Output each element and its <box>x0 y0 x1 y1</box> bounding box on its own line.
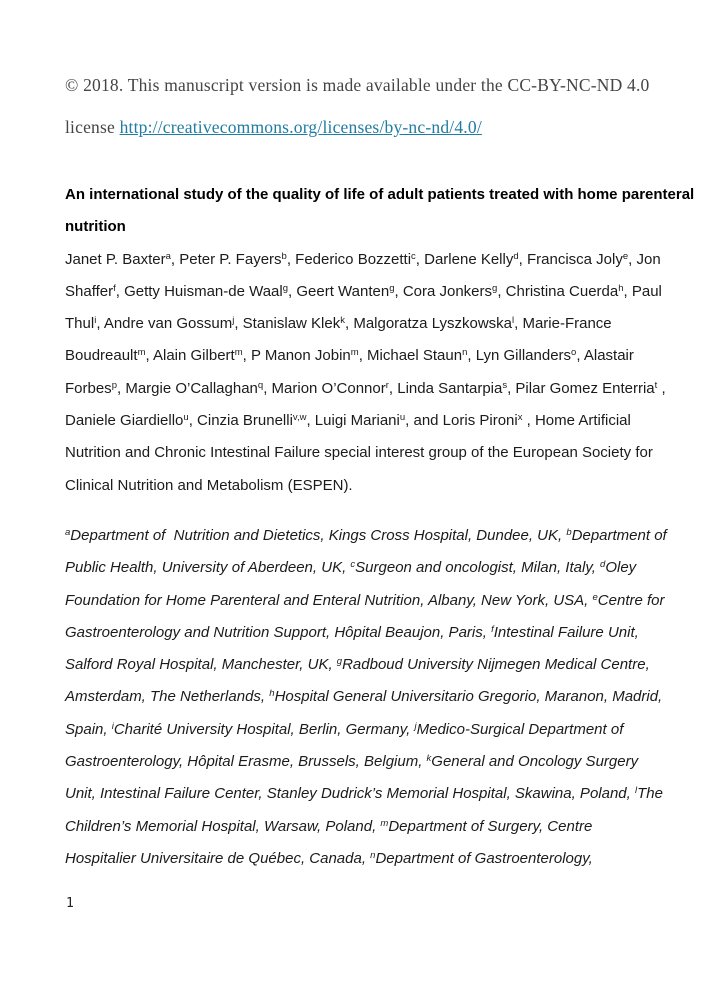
text-segment: Children’s Memorial Hospital, Warsaw, Poland, <box>65 817 381 835</box>
page-number: 1 <box>66 896 74 911</box>
text-segment: Nutrition and Chronic Intestinal Failure special interest group of the European Society for <box>65 444 653 462</box>
affiliation-superscript: h <box>618 282 624 294</box>
text-segment: , Jon <box>628 250 661 268</box>
text-segment: , Cora Jonkers <box>394 282 493 300</box>
text-segment: license <box>65 117 120 137</box>
text-segment: Spain, <box>65 720 112 738</box>
affiliation-superscript: e <box>622 250 629 262</box>
text-line <box>65 746 665 778</box>
text-segment: , Peter P. Fayers <box>170 250 282 268</box>
text-segment: Janet P. Baxter <box>65 250 166 268</box>
text-segment: , Home Artificial <box>522 412 631 430</box>
text-segment: © 2018. This manuscript version is made available under the CC-BY-NC-ND 4.0 <box>65 75 650 95</box>
text-line <box>65 64 665 106</box>
affiliation-superscript: d <box>600 559 606 571</box>
text-segment: Department of <box>571 526 667 544</box>
text-line <box>65 373 665 405</box>
text-segment: , and Loris Pironi <box>405 412 518 430</box>
text-segment: Medico-Surgical Department of <box>416 720 624 738</box>
text-segment: Department of Gastroenterology, <box>375 849 593 867</box>
text-line <box>65 437 665 469</box>
text-segment: Foundation for Home Parenteral and Enteral Nutrition, Albany, New York, USA, <box>65 591 593 609</box>
text-segment: Unit, Intestinal Failure Center, Stanley Dudrick’s Memorial Hospital, Skawina, Poland, <box>65 785 635 803</box>
text-segment: , Luigi Mariani <box>306 412 400 430</box>
text-line <box>65 340 665 372</box>
text-line <box>65 617 665 649</box>
text-segment: , Michael Staun <box>358 347 463 365</box>
text-line <box>65 211 665 243</box>
text-segment: Oley <box>605 559 637 577</box>
text-segment: , <box>657 379 666 397</box>
text-segment: , Margie O’Callaghan <box>116 379 258 397</box>
text-segment: , Geert Wanten <box>288 282 390 300</box>
text-segment: , P Manon Jobin <box>242 347 351 365</box>
affiliation-superscript: m <box>350 347 359 359</box>
text-segment: Amsterdam, The Netherlands, <box>65 688 270 706</box>
text-line <box>65 179 695 211</box>
text-line <box>65 681 665 713</box>
license-link[interactable]: http://creativecommons.org/licenses/by-nc-nd/4.0/ <box>119 117 482 137</box>
text-segment: An international study of the quality of life of adult patients treated with home parenteral <box>65 186 695 203</box>
affiliation-superscript: s <box>502 379 508 391</box>
text-segment: Daniele Giardiello <box>65 412 184 430</box>
text-segment: Department of Surgery, Centre <box>388 817 593 835</box>
text-line <box>65 308 665 340</box>
text-segment: Surgeon and oncologist, Milan, Italy, <box>355 559 601 577</box>
text-segment: Radboud University Nijmegen Medical Centre, <box>342 656 650 674</box>
text-segment: Gastroenterology and Nutrition Support, Hôpital Beaujon, Paris, <box>65 623 492 641</box>
text-line <box>65 778 665 810</box>
text-segment: General and Oncology Surgery <box>431 753 639 771</box>
affiliation-superscript: i <box>94 315 97 327</box>
affiliation-superscript: u <box>399 412 406 424</box>
text-segment: , Marion O’Connor <box>263 379 386 397</box>
text-segment: , Lyn Gillanders <box>467 347 572 365</box>
affiliation-superscript: a <box>165 250 171 262</box>
text-segment: , Malgoratza Lyszkowska <box>344 315 512 333</box>
affiliation-superscript: m <box>137 347 146 359</box>
text-segment: The <box>637 785 663 803</box>
affiliation-superscript: a <box>65 526 71 538</box>
affiliation-superscript: l <box>634 785 638 797</box>
manuscript-body <box>65 179 695 875</box>
text-segment: Hospitalier Universitaire de Québec, Canada, <box>65 849 371 867</box>
affiliation-superscript: t <box>654 379 658 391</box>
text-line <box>65 552 665 584</box>
affiliation-superscript: d <box>513 250 519 262</box>
text-segment: Charité University Hospital, Berlin, Germany, <box>113 720 415 738</box>
affiliation-superscript: c <box>411 250 416 262</box>
affiliation-superscript: p <box>111 379 117 391</box>
affiliation-superscript: g <box>492 282 498 294</box>
text-line <box>65 106 665 148</box>
affiliation-superscript: x <box>517 412 523 424</box>
affiliation-superscript: g <box>389 282 395 294</box>
text-segment: , Francisca Joly <box>518 250 623 268</box>
affiliation-superscript: q <box>257 379 264 391</box>
affiliation-superscript: b <box>566 526 572 538</box>
text-segment: , Cinzia Brunelli <box>188 412 293 430</box>
affiliation-superscript: j <box>414 720 417 732</box>
text-segment: Department of Nutrition and Dietetics, Kings Cross Hospital, Dundee, UK, <box>70 526 567 544</box>
affiliation-superscript: m <box>234 347 243 359</box>
text-line <box>65 470 665 502</box>
text-line <box>65 843 665 875</box>
text-line <box>65 649 665 681</box>
text-segment: Centre for <box>597 591 665 609</box>
text-line <box>65 244 665 276</box>
affiliation-superscript: j <box>232 315 235 327</box>
affiliation-superscript: h <box>269 688 275 700</box>
text-line <box>65 811 665 843</box>
text-segment: Gastroenterology, Hôpital Erasme, Brussels, Belgium, <box>65 753 427 771</box>
text-line <box>65 405 665 437</box>
license-notice <box>65 64 665 148</box>
affiliation-superscript: f <box>491 623 494 635</box>
text-line <box>65 276 665 308</box>
text-segment: Forbes <box>65 379 112 397</box>
affiliation-superscript: o <box>571 347 577 359</box>
affiliation-superscript: c <box>350 559 356 571</box>
affiliation-superscript: g <box>336 656 343 668</box>
text-segment: , Andre van Gossum <box>96 315 233 333</box>
text-segment: , Pilar Gomez Enterria <box>507 379 655 397</box>
affiliation-superscript: r <box>385 379 389 391</box>
affiliation-superscript: m <box>380 817 389 829</box>
affiliation-superscript: u <box>183 412 189 424</box>
text-segment: Intestinal Failure Unit, <box>493 623 639 641</box>
affiliation-superscript: f <box>113 282 116 294</box>
affiliation-superscript: k <box>340 315 345 327</box>
text-segment: , Darlene Kelly <box>415 250 514 268</box>
affiliation-superscript: g <box>282 282 289 294</box>
paper-title <box>65 179 695 244</box>
text-segment: Public Health, University of Aberdeen, UK, <box>65 559 351 577</box>
text-line <box>65 585 665 617</box>
text-segment: , Getty Huisman-de Waal <box>115 282 283 300</box>
text-segment: Salford Royal Hospital, Manchester, UK, <box>65 656 337 674</box>
text-segment: , Christina Cuerda <box>497 282 619 300</box>
affiliation-superscript: e <box>592 591 598 603</box>
text-segment: , Marie-France <box>514 315 612 333</box>
text-segment: Shaffer <box>65 282 114 300</box>
text-segment: , Alain Gilbert <box>145 347 235 365</box>
text-segment: Hospital General Universitario Gregorio, Maranon, Madrid, <box>274 688 663 706</box>
affiliation-superscript: i <box>111 720 114 732</box>
text-segment: nutrition <box>65 218 126 236</box>
affiliation-list <box>65 520 665 875</box>
author-list <box>65 244 665 502</box>
text-line <box>65 520 665 552</box>
text-segment: , Paul <box>623 282 662 300</box>
text-segment: , Linda Santarpia <box>388 379 503 397</box>
text-segment: Thul <box>65 315 95 333</box>
text-segment: Boudreault <box>65 347 138 365</box>
text-segment: , Alastair <box>576 347 634 365</box>
affiliation-superscript: n <box>370 849 376 861</box>
affiliation-superscript: l <box>512 315 515 327</box>
affiliation-superscript: k <box>426 753 432 765</box>
text-segment: Clinical Nutrition and Metabolism (ESPEN). <box>65 476 353 494</box>
text-segment: , Stanislaw Klek <box>234 315 341 333</box>
affiliation-superscript: n <box>462 347 468 359</box>
text-line <box>65 714 665 746</box>
affiliation-superscript: v,w <box>292 412 307 424</box>
text-segment: , Federico Bozzetti <box>286 250 412 268</box>
affiliation-superscript: b <box>281 250 287 262</box>
